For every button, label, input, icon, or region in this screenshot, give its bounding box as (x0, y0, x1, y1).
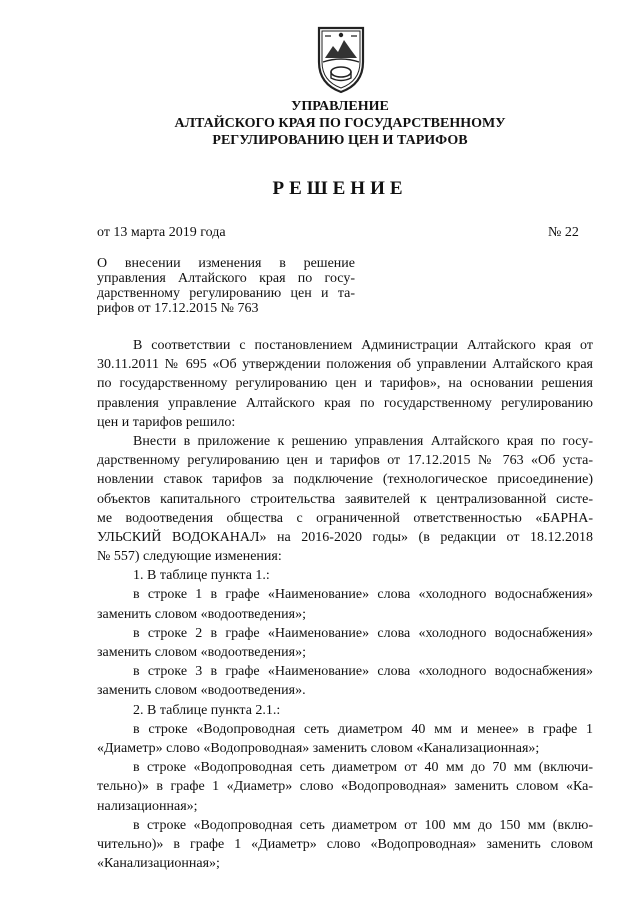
body-line: «Диаметр» слово «Водопроводная» заменить словом «Канализационная»; (97, 740, 540, 756)
body-line: № 557) следующие изменения: (97, 549, 282, 565)
subject-line: О внесении изменения в решение (97, 256, 355, 271)
body-line: в строке «Водопроводная сеть диаметром от 100 мм до 150 мм (вклю- (133, 817, 593, 833)
body-line: цен и тарифов решило: (97, 414, 236, 430)
body-line: в строке 3 в графе «Наименование» слова «холодного водоснабжения» (133, 664, 593, 680)
body-line: нализационная»; (97, 798, 198, 814)
document-date: от 13 марта 2019 года (97, 225, 226, 240)
body-line: тельно)» в графе 1 «Диаметр» слово «Водопроводная» заменить словом «Ка- (97, 779, 593, 795)
body-line: В соответствии с постановлением Администрации Алтайского края от (133, 338, 593, 353)
body-line: 1. В таблице пункта 1.: (133, 568, 270, 584)
org-line: УПРАВЛЕНИЕ (291, 99, 389, 114)
document-subject (97, 256, 355, 316)
body-line: заменить словом «водоотведения». (97, 683, 306, 699)
coat-of-arms-icon (311, 22, 371, 94)
body-line: правления управление Алтайского края по государственному регулированию (97, 395, 593, 411)
body-line: объектов капитального строительства заявителей к централизованной систе- (97, 491, 593, 507)
body-line: в строке 1 в графе «Наименование» слова «холодного водоснабжения» (133, 587, 593, 603)
org-line: АЛТАЙСКОГО КРАЯ ПО ГОСУДАРСТВЕННОМУ (174, 116, 506, 131)
body-line: в строке «Водопроводная сеть диаметром от 40 мм до 70 мм (включи- (133, 760, 593, 776)
body-line: в строке 2 в графе «Наименование» слова «холодного водоснабжения» (133, 625, 593, 641)
body-line: 2. В таблице пункта 2.1.: (133, 702, 281, 718)
body-line: УЛЬСКИЙ ВОДОКАНАЛ» на 2016-2020 годы» (в редакции от 18.12.2018 (97, 529, 593, 545)
subject-line: управления Алтайского края по госу- (97, 271, 355, 286)
body-line: заменить словом «водоотведения»; (97, 606, 306, 622)
body-line: дарственному регулированию цен и тарифов от 17.12.2015 № 763 «Об уста- (97, 453, 593, 469)
body-line: ме водоотведения общества с ограниченной ответственностью «БАРНА- (97, 510, 593, 526)
body-line: чительно)» в графе 1 «Диаметр» слово «Водопроводная» заменить словом (97, 836, 593, 852)
document-body (97, 336, 593, 873)
document-title: РЕШЕНИЕ (272, 178, 408, 199)
subject-line: рифов от 17.12.2015 № 763 (97, 301, 259, 316)
subject-line: дарственному регулированию цен и та- (97, 286, 355, 301)
body-line: в строке «Водопроводная сеть диаметром 40 мм и менее» в графе 1 (133, 721, 593, 737)
org-line: РЕГУЛИРОВАНИЮ ЦЕН И ТАРИФОВ (212, 133, 468, 148)
body-line: новлении ставок тарифов за подключение (технологическое присоединение) (97, 472, 593, 488)
organization-name (60, 98, 620, 149)
body-line: заменить словом «водоотведения»; (97, 645, 306, 660)
document-number: № 22 (548, 225, 579, 240)
body-line: по государственному регулированию цен и тарифов», на основании решения (97, 376, 593, 392)
body-line: 30.11.2011 № 695 «Об утверждении положения об управлении Алтайского края (97, 357, 593, 373)
body-line: «Канализационная»; (97, 856, 220, 872)
body-line: Внести в приложение к решению управления Алтайского края по госу- (133, 433, 593, 449)
